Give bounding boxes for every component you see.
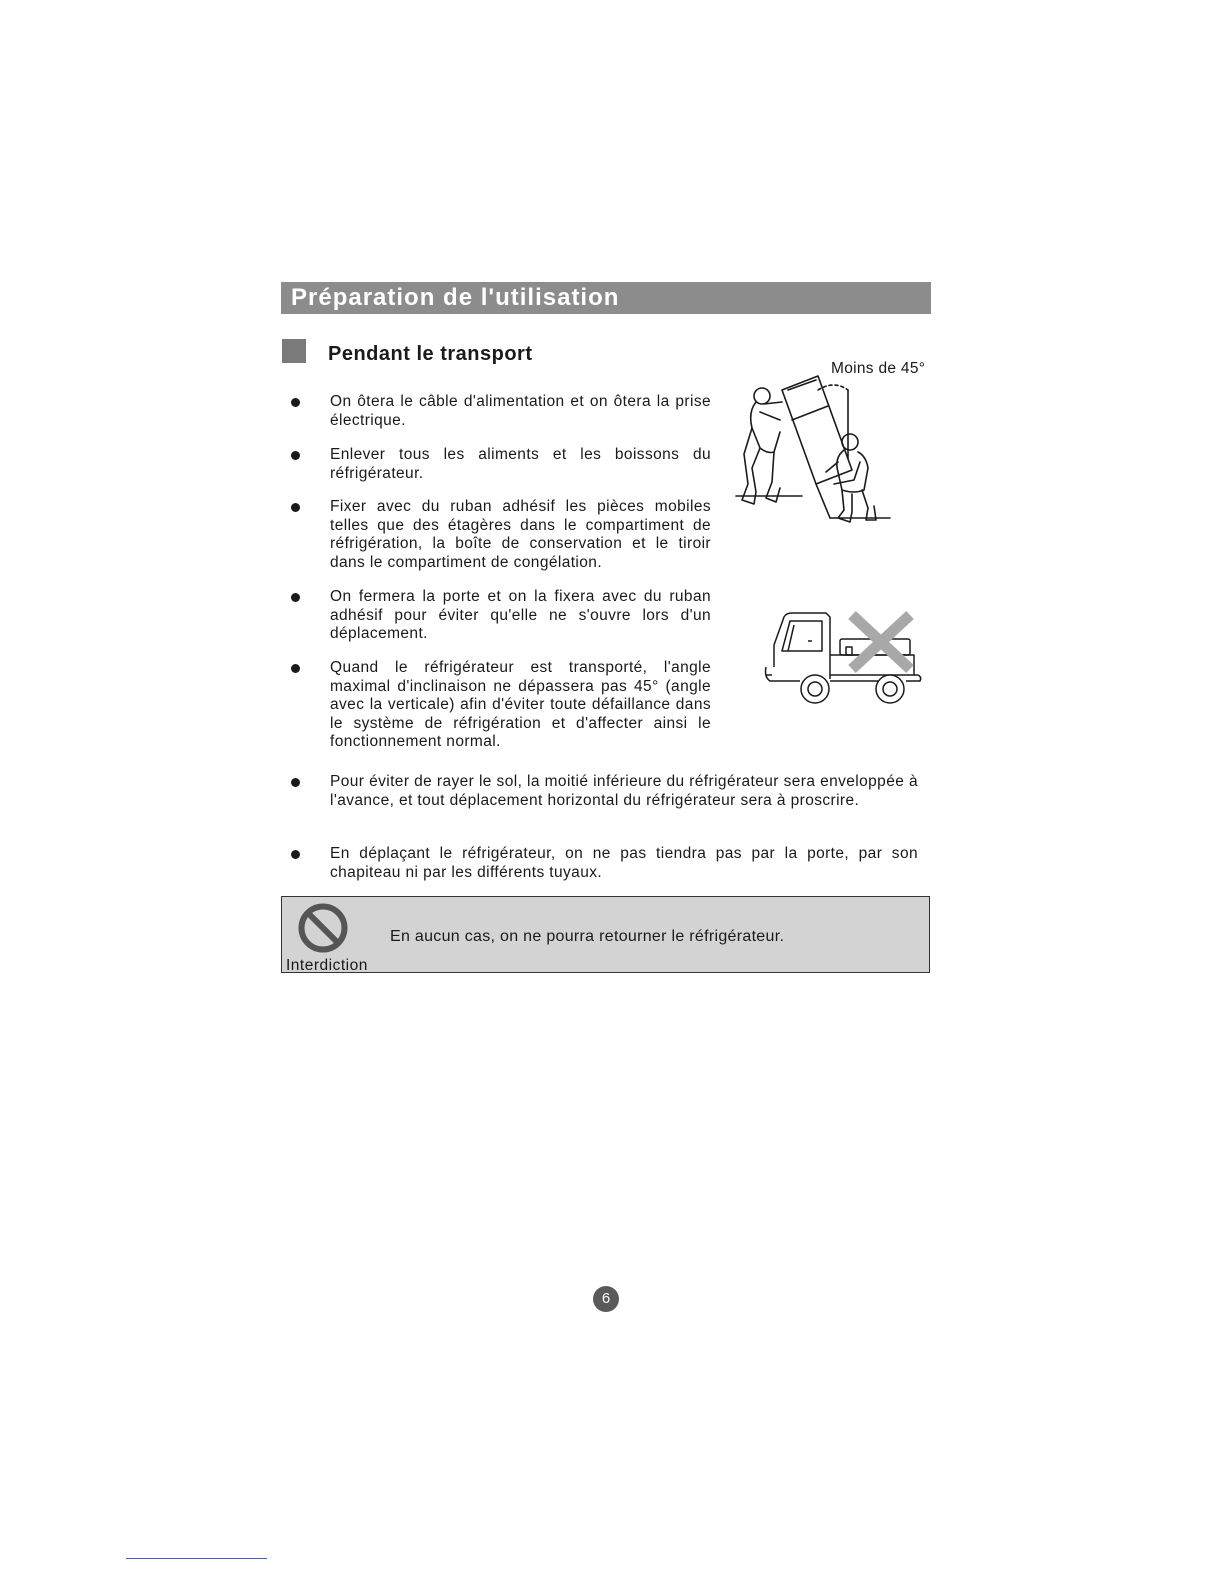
bullet-text: En déplaçant le réfrigérateur, on ne pas tiendra pas par la porte, par son chapiteau ni par les différents tuyaux. xyxy=(330,845,918,881)
bullet-text: Quand le réfrigérateur est transporté, l'angle maximal d'inclinaison ne dépassera pas 45° (angle avec la verticale) afin d'éviter toute défaillance dans le système de réfrigération et d'affecter ainsi le fonctionnement normal. xyxy=(330,659,711,751)
bullet-item xyxy=(330,845,918,882)
bullet-dot-icon xyxy=(291,398,300,407)
section-title: Pendant le transport xyxy=(328,343,533,365)
bullet-item xyxy=(330,588,711,644)
prohibition-box xyxy=(281,896,930,973)
section-marker-icon xyxy=(282,339,306,363)
bullet-text: On ôtera le câble d'alimentation et on ôtera la prise électrique. xyxy=(330,393,711,429)
page-number: 6 xyxy=(593,1286,619,1312)
bullet-text: Enlever tous les aliments et les boissons du réfrigérateur. xyxy=(330,446,711,482)
truck-lying-fridge-forbidden-icon xyxy=(760,605,926,710)
bullet-text: On fermera la porte et on la fixera avec du ruban adhésif pour éviter qu'elle ne s'ouvre lors d'un déplacement. xyxy=(330,588,711,643)
bullet-item xyxy=(330,773,918,810)
bullet-text: Fixer avec du ruban adhésif les pièces mobiles telles que des étagères dans le compartiment de réfrigération, la boîte de conservation et le tiroir dans le compartiment de congélation. xyxy=(330,498,711,571)
bullet-dot-icon xyxy=(291,503,300,512)
bullet-item xyxy=(330,498,711,572)
prohibition-label: Interdiction xyxy=(286,957,368,974)
bullet-dot-icon xyxy=(291,593,300,602)
bullet-item xyxy=(330,446,711,483)
bullet-dot-icon xyxy=(291,778,300,787)
prohibition-text: En aucun cas, on ne pourra retourner le réfrigérateur. xyxy=(390,928,785,945)
prohibition-icon xyxy=(296,901,350,955)
bullet-dot-icon xyxy=(291,451,300,460)
bullet-text: Pour éviter de rayer le sol, la moitié inférieure du réfrigérateur sera enveloppée à l'avance, et tout déplacement horizontal du réfrigérateur sera à proscrire. xyxy=(330,773,918,809)
bullet-item xyxy=(330,393,711,430)
footer-divider xyxy=(126,1558,267,1559)
page-title: Préparation de l'utilisation xyxy=(281,282,931,314)
bullet-item xyxy=(330,659,711,752)
bullet-dot-icon xyxy=(291,850,300,859)
bullet-dot-icon xyxy=(291,664,300,673)
people-lifting-fridge-icon xyxy=(734,372,894,532)
angle-label: Moins de 45° xyxy=(831,360,926,377)
